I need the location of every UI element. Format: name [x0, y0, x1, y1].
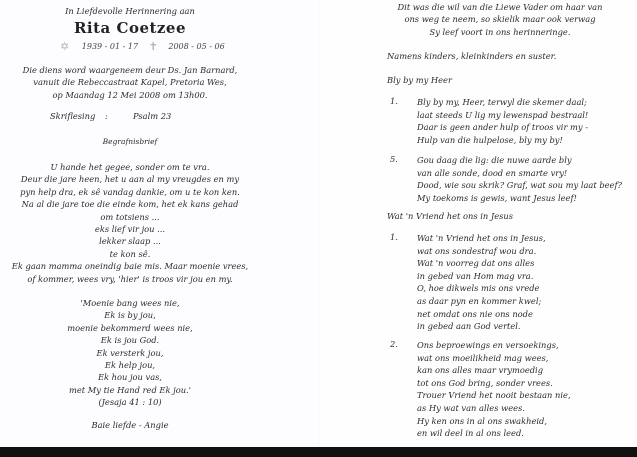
- reading-separator: :: [105, 111, 108, 121]
- birth-date: 1939 - 01 - 17: [81, 42, 139, 51]
- verse-number: 5.: [390, 154, 398, 164]
- verse-line: net omdat ons nie ons node: [417, 308, 533, 319]
- poem-line: pyn help dra, ek sê vandag dankie, om u te kon ken.: [20, 186, 240, 197]
- poem-line: te kon sê.: [109, 248, 151, 259]
- verse-number: 1.: [390, 232, 398, 242]
- verse-line: en wil deel in al ons leed.: [417, 428, 524, 439]
- reading-value: Psalm 23: [133, 111, 172, 121]
- poem-line: U hande het gegee, sonder om te vra.: [50, 162, 210, 172]
- scripture-line: Ek versterk jou,: [96, 347, 164, 358]
- verse-line: Hulp van die hulpelose, bly my by!: [417, 134, 563, 145]
- poem-line: lekker slaap ...: [99, 236, 161, 247]
- scripture-line: Ek help jou,: [104, 359, 156, 370]
- poem-line: Ek gaan mamma oneindig baie mis. Maar moenie vrees,: [11, 261, 249, 272]
- verse-line: as Hy wat van alles wees.: [417, 402, 525, 413]
- death-date: 2008 - 05 - 06: [168, 42, 225, 51]
- letter-title: Begrafnisbrief: [102, 137, 158, 146]
- signoff: Baie liefde - Angie: [91, 420, 169, 430]
- verse-line: Gou daag die lig: die nuwe aarde bly: [417, 155, 572, 165]
- memorial-heading: In Liefdevolle Herinnering aan: [65, 6, 195, 16]
- scripture-line: Ek hou jou vas,: [97, 372, 163, 383]
- verse-number: 1.: [390, 96, 398, 106]
- verse-line: Hy ken ons in al ons swakheid,: [417, 415, 548, 426]
- scripture-line: met My tie Hand red Ek jou.': [69, 384, 191, 395]
- intro-line: Dit was die wil van die Liewe Vader om haar van: [397, 2, 603, 12]
- verse-line: O, hoe dikwels mis ons vrede: [417, 283, 540, 294]
- verse-line: wat ons moeilikheid mag wees,: [417, 352, 549, 363]
- verse-line: as daar pyn en kommer kwel;: [417, 295, 542, 306]
- verse-line: kan ons alles maar vrymoedig: [417, 365, 544, 376]
- service-details: [0, 64, 260, 101]
- farewell-poem: [0, 161, 260, 285]
- scripture-line: moenie bekommerd wees nie,: [67, 322, 193, 333]
- verse-line: Wat 'n Vriend het ons in Jesus,: [417, 233, 546, 243]
- star-icon: ✡: [60, 40, 70, 53]
- verse-line: Wat 'n voorreg dat ons alles: [417, 258, 535, 269]
- scan-border: [0, 447, 637, 457]
- verse-line: tot ons God bring, sonder vrees.: [417, 377, 553, 388]
- cross-icon: ✝: [148, 40, 158, 53]
- scripture-quote: [0, 297, 260, 409]
- verse-line: Dood, wie sou skrik? Graf, wat sou my laat beef?: [417, 180, 622, 191]
- verse-line: wat ons sondestraf wou dra.: [417, 245, 537, 256]
- scripture-line: Ek is by jou,: [104, 310, 156, 321]
- poem-line: eks lief vir jou ...: [94, 223, 166, 234]
- poem-line: om totsiens ...: [100, 211, 160, 222]
- deceased-name: Rita Coetzee: [73, 19, 187, 37]
- poem-line: Na al die jare toe die einde kom, het ek kans gehad: [21, 199, 239, 210]
- verse-line: van alle sonde, dood en smarte vry!: [417, 167, 568, 178]
- verse-number: 2.: [390, 339, 398, 349]
- service-line: vanuit die Rebeccastraat Kapel, Pretoria Wes,: [33, 77, 227, 88]
- scripture-reading: [50, 111, 172, 121]
- verse-line: Daar is geen ander hulp of troos vir my -: [417, 122, 589, 133]
- scripture-line: 'Moenie bang wees nie,: [80, 298, 180, 308]
- verse-line: laat steeds U lig my lewenspad bestraal!: [417, 109, 589, 120]
- intro-line: Sy leef voort in ons herinneringe.: [429, 26, 571, 37]
- verse-line: Ons beproewings en versoekings,: [417, 340, 559, 350]
- service-line: op Maandag 12 Mei 2008 om 13h00.: [52, 89, 208, 100]
- service-line: Die diens word waargeneem deur Ds. Jan Barnard,: [22, 65, 238, 75]
- hymn1-title: Bly by my Heer: [387, 75, 452, 85]
- hymn2-title: Wat 'n Vriend het ons in Jesus: [387, 211, 513, 221]
- verse-line: in gebed van Hom mag vra.: [417, 270, 534, 281]
- verse-line: Trouer Vriend het nooit bestaan nie,: [417, 390, 571, 401]
- family-note: Namens kinders, kleinkinders en suster.: [387, 51, 557, 61]
- verse-line: My toekoms is gewis, want Jesus leef!: [417, 192, 577, 203]
- poem-line: of kommer, wees vry, 'hier' is troos vir jou en my.: [27, 273, 233, 284]
- poem-line: Deur die jare heen, het u aan al my vreugdes en my: [20, 174, 240, 185]
- reading-label: Skriflesing: [50, 111, 96, 121]
- scripture-line: Ek is jou God.: [100, 335, 160, 346]
- intro-text: [380, 1, 620, 38]
- life-dates: [60, 40, 225, 53]
- left-page: [0, 0, 318, 447]
- scripture-line: (Jesaja 41 : 10): [98, 397, 162, 408]
- right-page: [320, 0, 637, 447]
- intro-line: ons weg te neem, so skielik maar ook verwag: [404, 14, 596, 25]
- verse-line: in gebed aan God vertel.: [417, 321, 521, 332]
- verse-line: Bly by my, Heer, terwyl die skemer daal;: [417, 97, 587, 107]
